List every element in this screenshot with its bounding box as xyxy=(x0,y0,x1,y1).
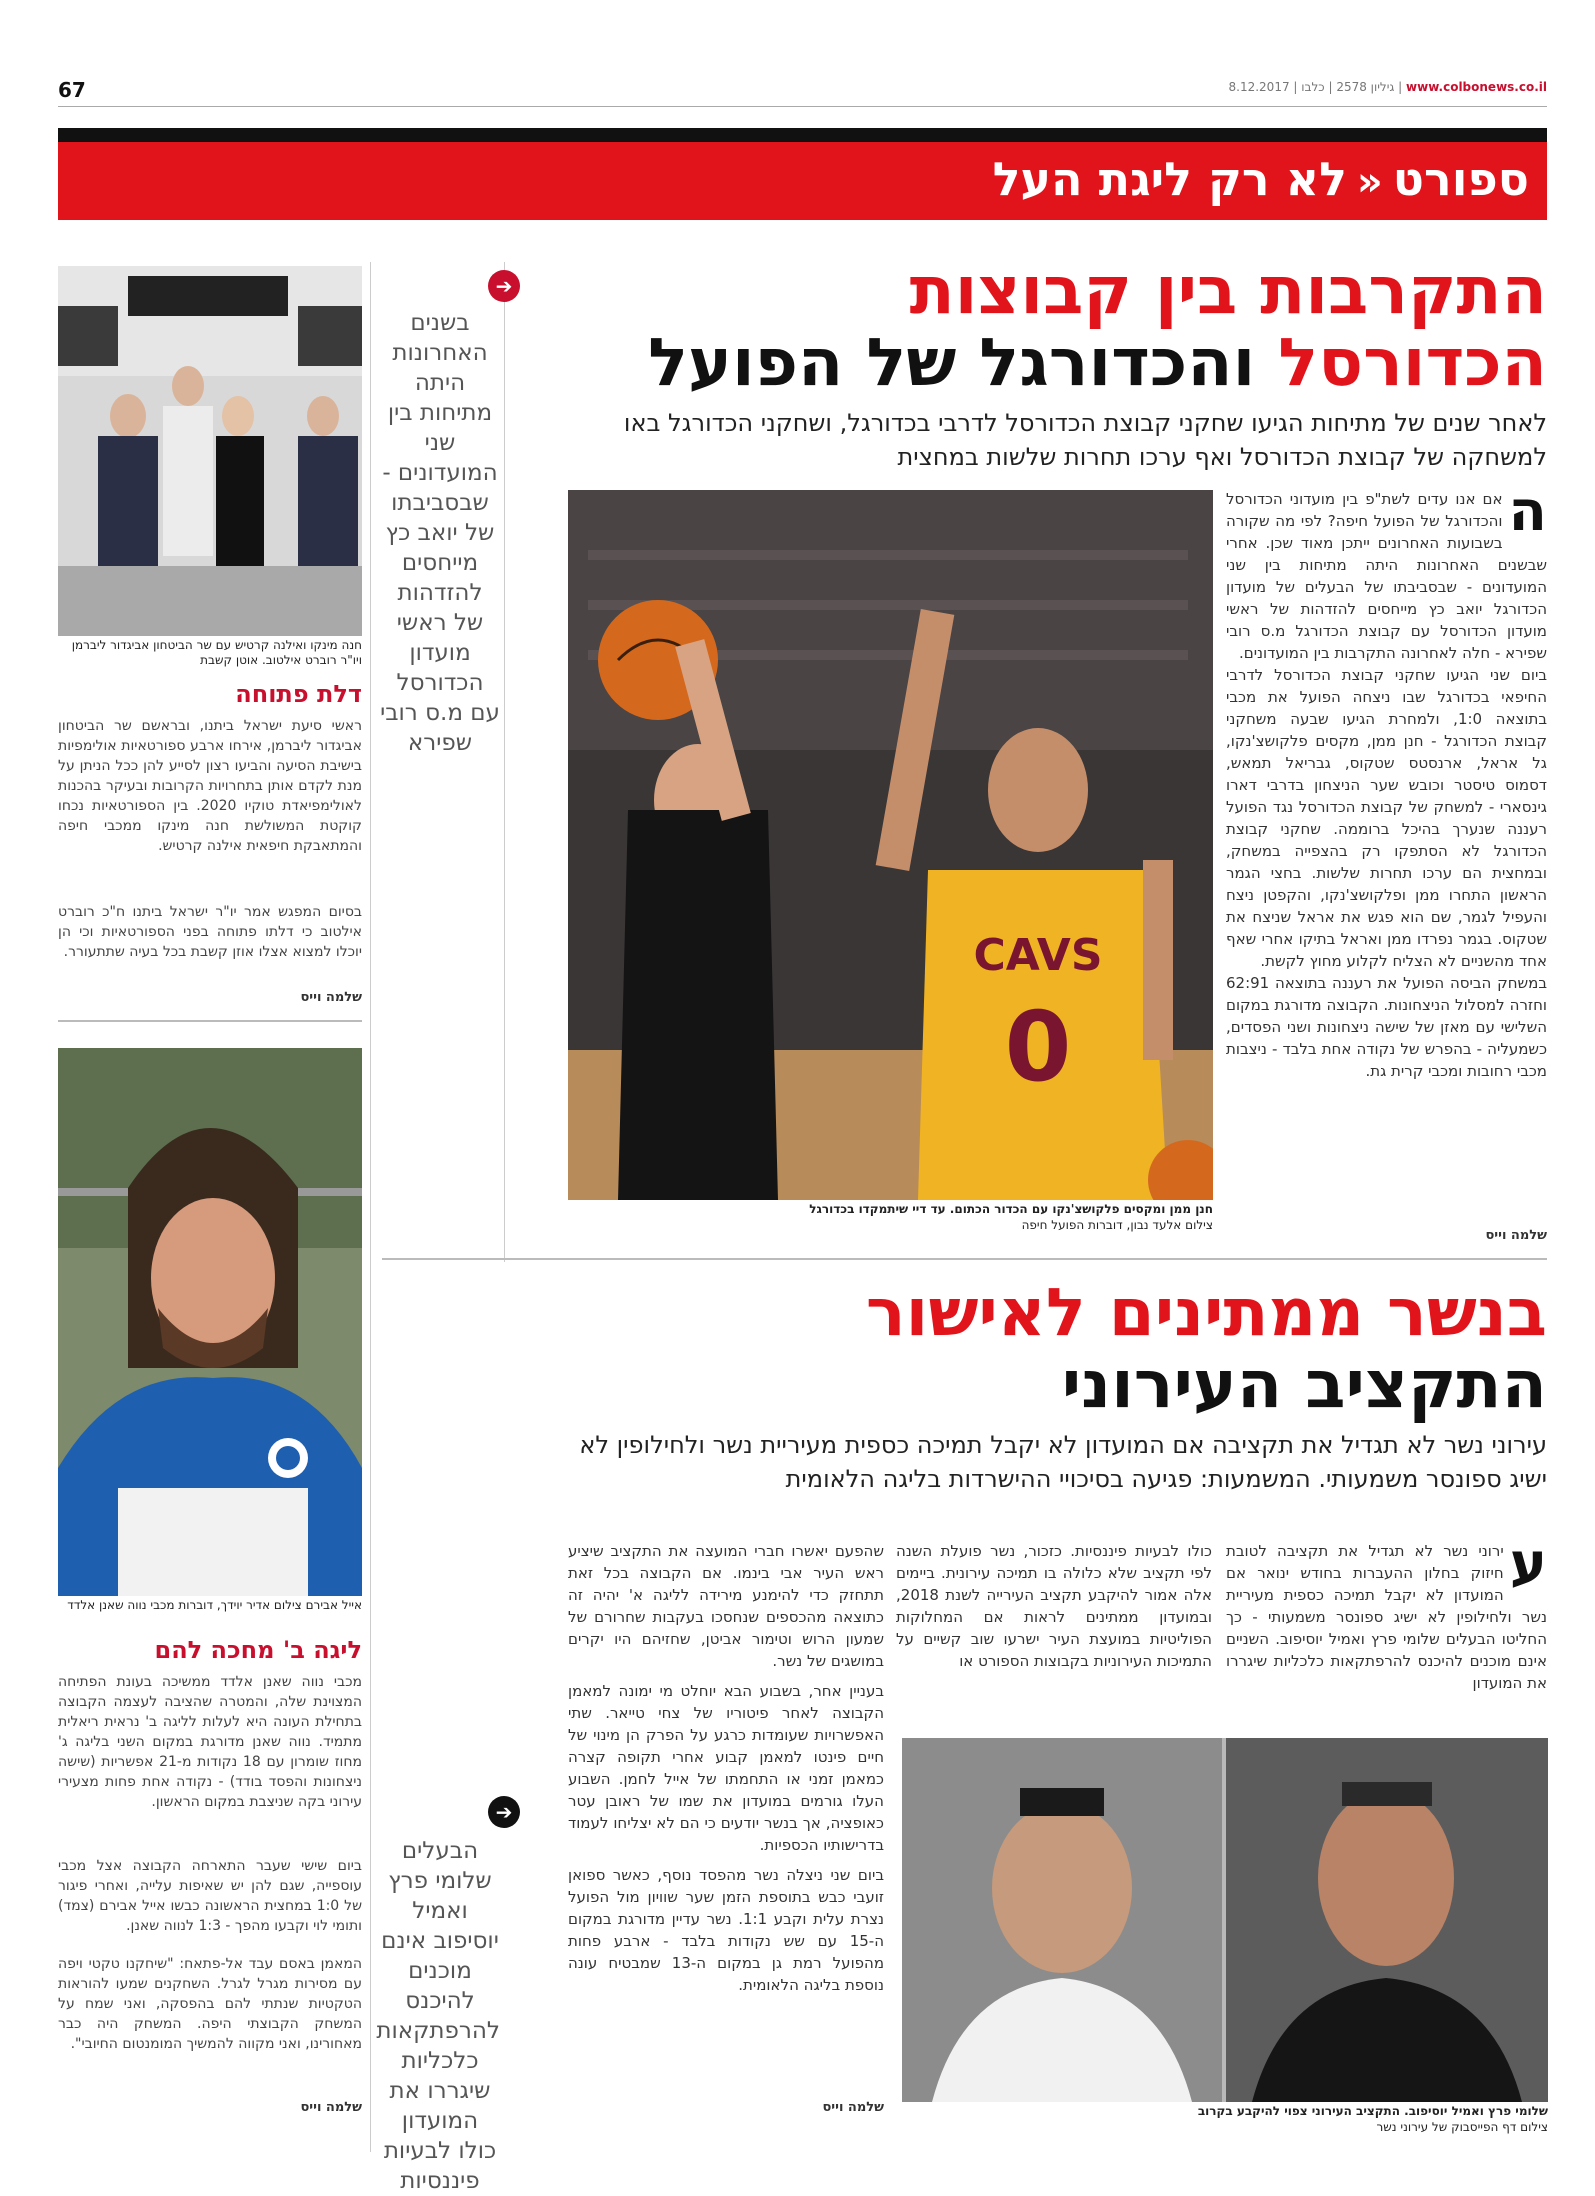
article-lede: לאחר שנים של מתיחות הגיעו שחקני קבוצת הכדורסל לדרבי בכדורגל, ושחקני הכדורגל באו למשחקה של קבוצת הכדורסל ואף ערכו תחרות שלשות במחצית xyxy=(623,409,1547,471)
meta-paper: כלבו xyxy=(1301,80,1325,94)
article-paragraph: אם אנו עדים לשת"פ בין מועדוני הכדורסל והכדורגל של הפועל חיפה? לפי מה שקורה בשבועות האחרונים ייתכן מאוד שכן. אחרי שבשנים האחרונות היתה מתיחות בין שני המועדונים - שבסביבתו של הבעלים של מועדון הכדורגל יואב כץ מייחסים להזדהות של ראשי מועדון הכדורסל עם קבוצת הכדורגל מ.ס רובי שפירא - חלה לאחרונה התקרבות בין המועדונים. xyxy=(1226,490,1547,662)
article-body xyxy=(1226,479,1547,1082)
article-headline-red: התקרבות בין קבוצות xyxy=(909,252,1547,329)
banner-top-bar xyxy=(58,128,1547,142)
column-divider xyxy=(370,262,371,2152)
article-headline-black xyxy=(648,326,1547,400)
article-column: כולו לבעיות פיננסיות. כזכור, נשר פועלת השנה לפי תקציב שלא כלולה בו תמיכה עירונית. ביימים אלה אמור להיקבע תקציב העירייה לשנת 2018, ובמועדון ממתינים לראות אם המחלוקות הפוליטיות במועצת העיר ישרעו שוב קשיים על התמיכות העירוניות בקבוצות הספורט או xyxy=(896,1542,1212,1670)
article-photo-caption: שלומי פרץ ואמיל יוסיפוב. התקציב העירוני צפוי להיקבע בקרוב xyxy=(1197,2104,1548,2118)
story-body: המאמן באסם עבד אל-פתאח: "שיחקנו טקטי ויפה עם מסירות מגרל לגרל. השחקנים שמעו להוראות הטקטיות שנתתי להם בהפסקה, ואני שמח על המשחק הקבוצתי היפה. המשחק היה כבר מאחורינו, ואני מקווה להמשיך המומנטום החיובי". xyxy=(58,1956,362,2052)
story-byline: שלמה וייס xyxy=(300,2100,362,2115)
headline-word-black: והכדורגל של הפועל xyxy=(648,324,1256,401)
dropcap: ה xyxy=(1508,479,1547,544)
story-body: ביום שישי שעבר התארחה הקבוצה אצל מכבי עוספייה, שגם להן יש שאיפות עלייה, ואחרי פיגור של 1:0 במחצית הראשונה כבשו אייל אבירם (צמד) ותומי לוי וקבעו מהפך - 1:3 לנווה שאנן. xyxy=(58,1858,363,1934)
article-photo-credit: צילום אלעד נבון, דוברות הפועל חיפה xyxy=(1021,1218,1213,1232)
story-title: דלת פתוחה xyxy=(235,680,362,708)
story-byline: שלמה וייס xyxy=(300,990,362,1005)
article-photo-owners xyxy=(902,1738,1548,2102)
article-headline-red: בנשר ממתינים לאישור xyxy=(865,1274,1547,1351)
article-photo-caption: חנן ממן ומקסים פלקושצ'נקו עם הכדור הכתום. עד דיי שיתמקדו בכדורגל xyxy=(809,1202,1213,1216)
article-byline: שלמה וייס xyxy=(822,2100,884,2115)
sidebar-photo-player xyxy=(58,1048,362,1596)
dropcap: ע xyxy=(1509,1531,1547,1596)
story-body: ראשי סיעת ישראל ביתנו, ובראשם שר הביטחון אביגדור ליברמן, אירחו ארבע ספורטאיות אולימפיות בישיבת הסיעה והביעו רצון לסייע להן ככל הניתן על מנת לקדם אותן בתחרויות הקרובות ובעיקר בהכנות לאולימפיאדת טוקיו 2020. בין הספורטאיות נכחו קוקטת המשולשת חנה מינקו ממכבי חיפה והמתאבקת חיפאית אילנה קרטיש. xyxy=(58,718,362,854)
jersey-number: 0 xyxy=(1004,991,1072,1103)
article-paragraph: ביום שני ניצלה נשר מהפסד נוסף, כאשר ספואן זועבי כבש בתוספת הזמן שער שוויון מול הפועל נצרת עלית וקבע 1:1. נשר עדיין מדורגת במקום ה-15 עם שש נקודות בלבד - ארבע פחות מהפועל רמת גן במקום ה-13 שמבטיח עונה נוספת בליגה הלאומית. xyxy=(568,1866,885,1994)
basketball-photo xyxy=(568,490,1213,1200)
article-divider xyxy=(382,1258,1547,1260)
page-meta: 8.12.2017 | גיליון 2578 | כלבו | www.colbonews.co.il xyxy=(1228,80,1547,94)
article-paragraph: ביום שני הגיעו שחקני קבוצת הכדורסל לדרבי החיפאי בכדורגל שבו ניצחה הפועל את מכבי בתוצאה 1:0, ולמחרת הגיעו שבעה משחקני קבוצת הכדורגל - חנן ממן, מקסים פלקושצ'נקו, גל אראל, ארנסטס שטקוס, גבריאל תמאש, דסמוס טיסטר וכובש שער הניצחון בדרבי דארו גינסארי - למשחק של קבוצת הכדורסל נגד הפועל רעננה שנערך בהיכל ברוממה. שחקני קבוצת הכדורגל לא הסתפקו רק בהצפייה במשחק, ובמחצית הם ערכו תחרות שלשות. בחצי הגמר הראשון התחרו ממן ופלקושצ'נקו, והקפטן ניצח והעפיל לגמר, שם הוא פגש את אראל שניצח את שטקוס. בגמר נפרדו ממן ואראל בתיקו אחרי שאף אחד מהשניים לא הצליח לקלוע מחוץ לקשת. xyxy=(1226,666,1547,970)
article-column xyxy=(1226,1531,1547,1694)
top-rule xyxy=(58,106,1547,107)
section-name: ספורט xyxy=(1392,152,1529,206)
article-headline-black: התקציב העירוני xyxy=(1061,1346,1547,1423)
group-photo xyxy=(58,266,362,636)
player-portrait xyxy=(58,1048,362,1596)
article-lede: עירוני נשר לא תגדיל את תקציבה אם המועדון לא יקבל תמיכה כספית מעיריית נשר ולחילופין לא ישיג ספונסר משמעותי. המשמעות: פגיעה בסיכויי ההישרדות בליגה הלאומית xyxy=(579,1431,1547,1493)
story-body: מכבי נווה שאנן אלדד ממשיכה בעונת הפתיחה המצוינת שלה, והמטרה שהציבה לעצמה הקבוצה בתחילת העונה היא לעלות לליגה ב' נראית ריאלית מתמיד. נווה שאנן מדורגת במקום השני בליגה ג' מחוז שומרון עם 18 נקודות מ-21 אפשריות (שישה ניצחונות והפסד בודד) - נקודה אחת פחות מצעירי עירוני בקה שניצבת במקום הראשון. xyxy=(58,1674,363,1810)
sidebar-photo-caption: חנה מינקו ואילנה קרטיש עם שר הביטחון אביגדור ליברמן ויו"ר רוברט אילטוב. אוטן קשבת xyxy=(71,638,362,667)
article-byline: שלמה וייס xyxy=(1485,1228,1547,1243)
column-divider xyxy=(504,262,505,1262)
article-photo-credit: צילום דף הפייסבוק של עירוני נשר xyxy=(1376,2120,1548,2134)
jersey-text: CAVS xyxy=(973,930,1103,981)
section-banner xyxy=(58,142,1547,220)
pull-quote: הבעלים שלומי פרץ ואמיל יוסיפוב אינם מוכנים להיכנס להרפתקאות כלכליות שיגררו את המועדון כולו לבעיות פיננסיות xyxy=(376,1838,500,2194)
arrow-right-icon: ➔ xyxy=(488,270,520,302)
article-paragraph: במשחק הביסה הפועל את רעננה בתוצאה 62:91 וחזרה למסלול הניצחונות. הקבוצה מדורגת במקום השלישי עם מאזן של שישה ניצחונות ושני הפסדים, כשמעליה - בהפרש של נקודה אחת בלבד - ניצבות מכבי רחובות ומכבי קרית גת. xyxy=(1226,974,1547,1080)
arrow-right-icon: ➔ xyxy=(488,1796,520,1828)
sidebar-photo-caption: אייל אבירם צילום אדיר יוידך, דוברות מכבי נווה שאנן אלדד xyxy=(67,1598,362,1612)
divider xyxy=(58,1020,362,1022)
article-paragraph: בעניין אחר, בשבוע הבא יוחלט מי ימונה למאמן הקבוצה לאחר פיטוריו של צחי טייאר. שתי האפשרויות שעומדות כרגע על הפרק הן מינוי של חיים פינטו למאמן קבוע אחרי תקופה קצרה כמאמן זמני או התחמתו של אייל לחמן. השבוע העלו גורמים במועדון את שמו של ראובן עטר כאופציה, אך בנשר יודעים כי הם לא יצליחו לעמוד בדרישותיו הכספיות. xyxy=(568,1682,884,1854)
sidebar-photo-politicians xyxy=(58,266,362,636)
meta-issue: גיליון 2578 xyxy=(1336,80,1395,94)
pull-quote: בשנים האחרונות היתה מתיחות בין שני המועדונים - שבסביבתו של יואב כץ מייחסים להזדהות של ראשי מועדון הכדורסל עם מ.ס רובי שפירא xyxy=(380,310,500,756)
owners-photo xyxy=(902,1738,1548,2102)
article-paragraph: ירוני נשר לא תגדיל את תקציבה לטובת חיזוק בחלון ההעברות בחודש ינואר אם המועדון לא יקבל תמיכה כספית מעיריית נשר ולחילופין לא ישיג ספונסר משמעותי - כך החליטו הבעלים שלומי פרץ ואמיל יוסיפוב. השניים אינם מוכנים להיכנס להרפתקאות כלכליות שיגררו את המועדון xyxy=(1226,1542,1547,1692)
article-photo-basketball xyxy=(568,490,1213,1200)
headline-word-red: הכדורסל xyxy=(1278,324,1547,401)
article-paragraph: שהפעם יאשרו חברי המועצה את התקציב שיציע ראש העיר אבי בינמו. אם הקבוצה בכל זאת תתחזק כדי להימנע מירידה לליגה א' יהיה זה כתוצאה מהכספים שנחסכו בעקבות שחרורם של שמעון הרוש וטימור אביטן, שחזיהם היו יקרים במושגים של נשר. xyxy=(568,1542,884,1670)
story-body: בסיום המפגש אמר יו"ר ישראל ביתנו ח"כ רוברט אילטוב כי דלתו פתוחה בפני הספורטאיות וכי הן יוכלו למצוא אצלו אוזן קשבת בכל בעיה שתתעורר. xyxy=(58,904,362,960)
meta-site-link[interactable]: www.colbonews.co.il xyxy=(1406,80,1547,94)
article-column xyxy=(568,1540,884,1996)
page-number: 67 xyxy=(58,78,86,102)
story-title: ליגה ב' מחכה להם xyxy=(154,1636,362,1664)
meta-date: 8.12.2017 xyxy=(1228,80,1290,94)
double-chevron-icon: « xyxy=(1356,159,1383,205)
section-title: לא רק ליגת העל xyxy=(992,152,1347,206)
